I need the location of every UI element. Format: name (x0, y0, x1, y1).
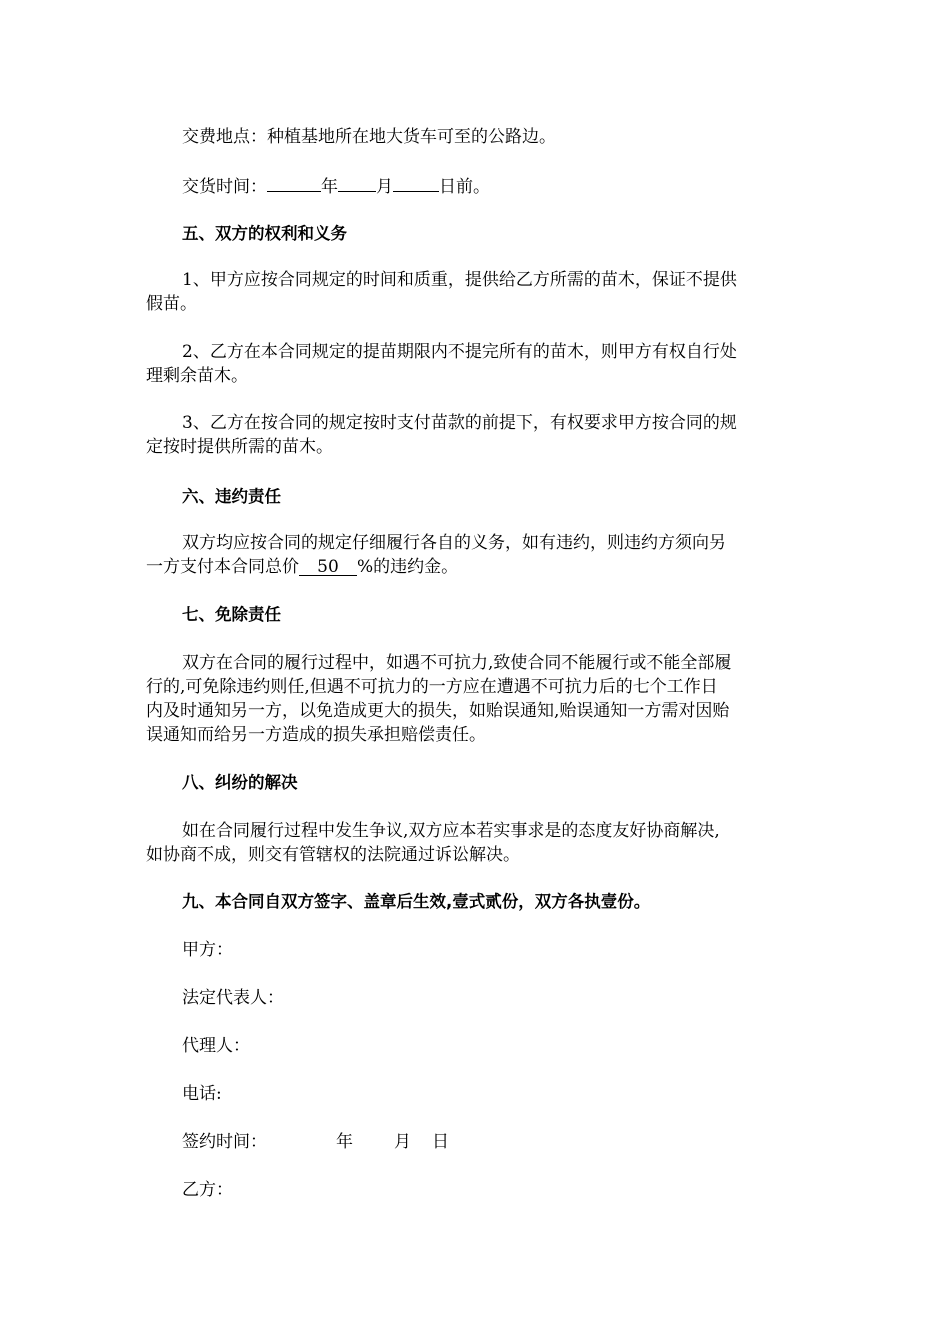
section8-line2: 如协商不成，则交有管辖权的法院通过诉讼解决。 (146, 845, 520, 865)
party-b-label: 乙方： (182, 1180, 233, 1200)
section7-heading: 七、免除责任 (182, 605, 281, 624)
section5-p2-line2: 理剩余苗木。 (146, 366, 248, 386)
section8-line1: 如在合同履行过程中发生争议,双方应本若实事求是的态度友好协商解决, (182, 821, 720, 841)
sign-date-label: 签约时间： (182, 1132, 267, 1152)
delivery-time (146, 174, 846, 199)
section7-paragraph (146, 651, 810, 747)
section9-heading: 九、本合同自双方签字、盖章后生效,壹式贰份，双方各执壹份。 (182, 892, 651, 911)
section5-p2-line1: 2、乙方在本合同规定的提苗期限内不提完所有的苗木，则甲方有权自行处 (182, 342, 737, 362)
section5-p1-line1: 1、甲方应按合同规定的时间和质重，提供给乙方所需的苗木，保证不提供 (182, 270, 737, 290)
delivery-year-label: 年 (321, 177, 338, 197)
section6-line2 (146, 555, 810, 579)
delivery-month-label: 月 (376, 177, 393, 197)
delivery-year-blank (267, 174, 321, 192)
penalty-percent-value: 50 (299, 558, 357, 576)
delivery-place-text: 交费地点：种植基地所在地大货车可至的公路边。 (182, 127, 556, 147)
sign-date-row (146, 1130, 846, 1154)
section5-p3-line2: 定按时提供所需的苗木。 (146, 437, 333, 457)
phone-label: 电话: (182, 1084, 222, 1104)
section6-line1: 双方均应按合同的规定仔细履行各自的义务，如有违约，则违约方须向另 (182, 533, 726, 553)
section7-line4: 误通知而给另一方造成的损失承担赔偿责任。 (146, 725, 486, 745)
delivery-place (146, 125, 810, 149)
delivery-time-label: 交货时间： (182, 177, 267, 197)
delivery-day-label: 日前。 (439, 177, 490, 197)
section6-line2-suffix: %的违约金。 (357, 557, 459, 577)
sign-day-label: 日 (432, 1132, 449, 1152)
section5-paragraph-2 (146, 340, 810, 388)
delivery-day-blank (393, 174, 439, 192)
section7-line1: 双方在合同的履行过程中，如遇不可抗力,致使合同不能履行或不能全部履 (182, 653, 732, 673)
section5-heading: 五、双方的权利和义务 (182, 224, 347, 243)
agent-label: 代理人： (182, 1036, 250, 1056)
section6-line2-prefix: 一方支付本合同总价 (146, 557, 299, 577)
delivery-month-blank (338, 174, 376, 192)
section5-paragraph-1 (146, 268, 810, 316)
section6-heading: 六、违约责任 (182, 487, 281, 506)
section6-paragraph (146, 531, 810, 579)
sign-month-label: 月 (394, 1132, 411, 1152)
legal-rep-label: 法定代表人： (182, 988, 284, 1008)
section5-paragraph-3 (146, 411, 810, 459)
party-a-label: 甲方： (182, 940, 233, 960)
section5-p3-line1: 3、乙方在按合同的规定按时支付苗款的前提下，有权要求甲方按合同的规 (182, 413, 737, 433)
section8-paragraph (146, 819, 810, 867)
sign-year-label: 年 (336, 1132, 353, 1152)
section7-line3: 内及时通知另一方，以免造成更大的损失，如贻误通知,贻误通知一方需对因贻 (146, 701, 730, 721)
section8-heading: 八、纠纷的解决 (182, 773, 298, 792)
section5-p1-line2: 假苗。 (146, 294, 197, 314)
section7-line2: 行的,可免除违约则任,但遇不可抗力的一方应在遭遇不可抗力后的七个工作日 (146, 677, 718, 697)
